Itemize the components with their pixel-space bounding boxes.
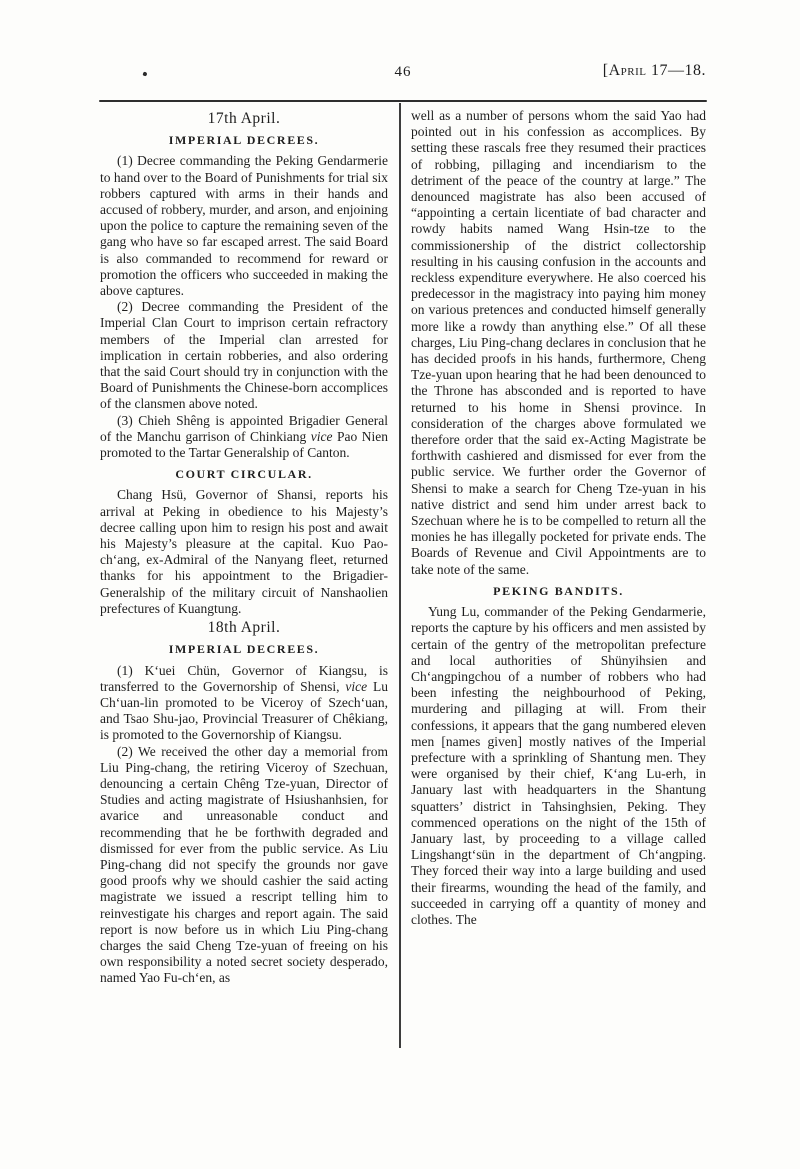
- paragraph-continued: well as a number of persons whom the said Yao had pointed out in his confession as accomplices. By setting these rascals free they resumed their practices of robbing, pillaging and incendiarism to the detriment of the peace of the country at large.” The denounced magistrate has also been accused of “appointing a certain licentiate of bad character and rowdy habits named Wang Hsin-tze to the commissionership of the district collectorship resulting in his causing confusion in the accounts and reckless expenditure everywhere. He also coerced his predecessor in the magistracy into paying him money on various pretences and conducted himself generally more like a rowdy than anything else.” Of all these charges, Liu Ping-chang declares in conclusion that he has decided proofs in his hands, furthermore, Cheng Tze-yuan upon hearing that he had been denounced to the Throne has absconded and is reported to have returned to his home in Shensi province. In consideration of the charges above formulated we therefore order that the said ex-Acting Magistrate be forthwith cashiered and dismissed for ever from the public service. We further order the Governor of Shensi to make a search for Cheng Tze-yuan in his native district and send him under arrest back to Szechuan where he is to be compelled to return all the monies he has illegally pocketed for private ends. The Boards of Revenue and Civil Appointments are to take note of the same.: [411, 108, 706, 577]
- page-number: 46: [394, 64, 412, 80]
- paragraph: [100, 413, 388, 462]
- paragraph-text: Pao Nien promoted to the Tartar Generalship of Canton.: [100, 428, 388, 461]
- paragraph-text: (3) Chieh Shêng is appointed Brigadier General of the Manchu garrison of Chinkiang: [100, 412, 388, 444]
- section-heading-imperial-decrees: IMPERIAL DECREES.: [168, 642, 320, 657]
- paragraph: [100, 663, 388, 744]
- section-heading-peking-bandits: PEKING BANDITS.: [493, 583, 624, 598]
- running-head: [100, 62, 706, 88]
- right-column: [399, 108, 706, 987]
- latin-term-vice: vice: [310, 428, 333, 444]
- paragraph: (2) Decree commanding the President of the Imperial Clan Court to imprison certain refractory members of the Imperial clan arrested for implication in certain robberies, and also ordering that the said Court should try in conjunction with the Board of Punishments the Chinese-born accomplices of the clansmen above noted.: [100, 299, 388, 412]
- header-rule: [99, 100, 707, 102]
- date-heading-18th-april: 18th April.: [207, 619, 281, 637]
- paragraph-text: Lu Ch‘uan-lin promoted to be Viceroy of Szech‘uan, and Tsao Shu-jao, Provincial Treasurer of Chêkiang, is promoted to the Governorship of Kiangsu.: [100, 678, 389, 743]
- paragraph: (2) We received the other day a memorial from Liu Ping-chang, the retiring Viceroy of Szechuan, denouncing a certain Chêng Tze-yuan, Director of Studies and acting magistrate of Hsiushanhsien, for avarice and unreasonable conduct and recommending that he be forthwith degraded and dismissed for ever from the public service. As Liu Ping-chang did not specify the grounds nor gave good proofs why we should cashier the said acting magistrate we issued a rescript telling him to reinvestigate his charges and report again. The said report is now before us in which Liu Ping-chang charges the said Cheng Tze-yuan of freeing on his own responsibility a noted secret society desperado, named Yao Fu-ch‘en, as: [100, 743, 388, 986]
- issue-date-label: [April 17—18.: [602, 62, 706, 79]
- paragraph: (1) Decree commanding the Peking Gendarmerie to hand over to the Board of Punishments for trial six robbers captured with arms in their hands and accused of robbery, murder, and arson, and enjoining upon the police to capture the remaining seven of the gang who have so far escaped arrest. The said Board is also commanded to recommend for reward or promotion the officers who succeeded in making the above captures.: [100, 153, 388, 299]
- section-heading-imperial-decrees: IMPERIAL DECREES.: [168, 133, 320, 148]
- latin-term-vice: vice: [345, 678, 368, 694]
- paragraph-text: (1) K‘uei Chün, Governor of Kiangsu, is transferred to the Governorship of Shensi,: [100, 662, 388, 694]
- text-columns: [100, 108, 706, 987]
- left-column: [100, 108, 399, 987]
- paragraph: Yung Lu, commander of the Peking Gendarmerie, reports the capture by his officers and men assisted by certain of the gentry of the metropolitan prefecture and local authorities of Shünyihsien and Ch‘angpingchou of a number of robbers who had been infesting the neighbourhood of Peking, murdering and pillaging at will. From their confessions, it appears that the gang numbered eleven men [names given] mostly natives of the Imperial prefecture with a sprinkling of Shantung men. They were organised by their chief, K‘ang Lu-erh, in January last with headquarters in the Shantung squatters’ district in Tahsinghsien, Peking. They commenced operations on the night of the 15th of January last, by proceeding to a village called Lingshangt‘sün in the department of Ch‘angping. They forced their way into a large building and used their firearms, wounding the head of the family, and succeeded in carrying off a quantity of money and clothes. The: [411, 604, 706, 927]
- date-heading-17th-april: 17th April.: [207, 110, 281, 127]
- paragraph: Chang Hsü, Governor of Shansi, reports his arrival at Peking in obedience to his Majesty’s decree calling upon him to resign his post and await his Majesty’s pleasure at the capital. Kuo Pao-ch‘ang, ex-Admiral of the Nanyang fleet, returned thanks for his appointment to the Brigadier-Generalship of the military circuit of Nanshaolien prefectures of Kuangtung.: [100, 487, 388, 616]
- section-heading-court-circular: COURT CIRCULAR.: [175, 467, 313, 482]
